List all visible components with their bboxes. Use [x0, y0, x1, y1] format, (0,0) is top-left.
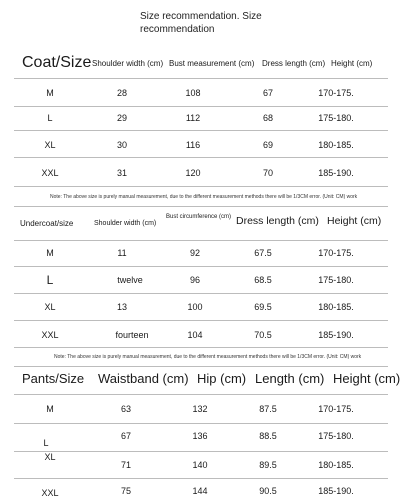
table-cell: 175-180. [318, 113, 354, 123]
undercoat-height-header: Height (cm) [327, 215, 382, 227]
table-cell: 68.5 [254, 275, 272, 285]
table-cell: 112 [185, 113, 201, 123]
measurement-note: Note: The above size is purely manual measurement, due to the different measurement methods there will be 1/3CM error. (Unit: CM) work [54, 354, 362, 360]
table-cell: 69.5 [254, 302, 272, 312]
pants-height-header: Height (cm) [333, 371, 400, 386]
table-cell: fourteen [115, 330, 149, 340]
table-cell: 29 [116, 113, 128, 123]
table-cell: 170-175. [318, 248, 354, 258]
table-cell: 185-190. [318, 330, 354, 340]
table-cell: 104 [187, 330, 203, 340]
table-cell: M [46, 404, 54, 414]
table-cell: XXL [41, 330, 59, 340]
table-cell: 180-185. [318, 140, 354, 150]
table-cell: 67 [262, 88, 274, 98]
divider [14, 320, 388, 321]
table-cell: 30 [116, 140, 128, 150]
divider [14, 206, 388, 207]
pants-hip-header: Hip (cm) [197, 371, 247, 386]
table-cell: 175-180. [318, 431, 354, 441]
table-cell: XL [44, 140, 56, 150]
table-cell: 140 [192, 460, 208, 470]
measurement-note: Note: The above size is purely manual measurement, due to the different measurement methods there will be 1/3CM error. (Unit: CM) work [50, 194, 358, 200]
table-cell: 96 [189, 275, 201, 285]
table-cell: 116 [185, 140, 201, 150]
pants-size-header: Pants/Size [22, 371, 85, 386]
table-cell: 132 [192, 404, 208, 414]
coat-size-header: Coat/Size [22, 54, 92, 71]
divider [14, 347, 388, 348]
table-cell: 108 [185, 88, 201, 98]
table-cell: 70.5 [254, 330, 272, 340]
divider [14, 293, 388, 294]
page-title: Size recommendation. Size recommendation [140, 11, 262, 35]
pants-length-header: Length (cm) [255, 371, 325, 386]
table-cell: 31 [116, 168, 128, 178]
table-cell: 180-185. [318, 460, 354, 470]
divider [14, 451, 388, 452]
pants-waist-header: Waistband (cm) [98, 371, 189, 386]
coat-bust-header: Bust measurement (cm) [169, 59, 255, 68]
table-cell: 67 [120, 431, 132, 441]
table-cell: 90.5 [259, 486, 277, 496]
table-cell: L [43, 438, 49, 448]
divider [14, 266, 388, 267]
table-cell: 87.5 [259, 404, 277, 414]
table-cell: M [46, 248, 54, 258]
table-cell: 185-190. [318, 168, 354, 178]
table-cell: 175-180. [318, 275, 354, 285]
table-cell: twelve [117, 275, 143, 285]
table-cell: L [46, 273, 54, 287]
undercoat-length-header: Dress length (cm) [236, 215, 319, 227]
divider [14, 157, 388, 158]
divider [14, 106, 388, 107]
table-cell: 69 [262, 140, 274, 150]
table-cell: 144 [192, 486, 208, 496]
coat-length-header: Dress length (cm) [262, 59, 326, 68]
undercoat-shoulder-header: Shoulder width (cm) [94, 220, 157, 227]
table-cell: 75 [120, 486, 132, 496]
table-cell: 92 [189, 248, 201, 258]
table-cell: XXL [41, 168, 59, 178]
divider [14, 478, 388, 479]
table-cell: 67.5 [254, 248, 272, 258]
table-cell: 68 [262, 113, 274, 123]
table-cell: 70 [262, 168, 274, 178]
table-cell: L [47, 113, 53, 123]
table-cell: 89.5 [259, 460, 277, 470]
table-cell: 13 [116, 302, 128, 312]
table-cell: XL [44, 302, 56, 312]
table-cell: 170-175. [318, 404, 354, 414]
table-cell: 28 [116, 88, 128, 98]
table-cell: 11 [117, 248, 127, 258]
divider [14, 240, 388, 241]
table-cell: 71 [120, 460, 132, 470]
table-cell: XL [44, 452, 56, 462]
undercoat-bust-header: Bust circumference (cm) [166, 214, 232, 220]
divider [14, 366, 388, 367]
coat-height-header: Height (cm) [331, 59, 373, 68]
table-cell: XXL [41, 488, 59, 498]
divider [14, 78, 388, 79]
table-cell: 63 [120, 404, 132, 414]
table-cell: 100 [187, 302, 203, 312]
table-cell: 185-190. [318, 486, 354, 496]
table-cell: M [46, 88, 54, 98]
table-cell: 120 [185, 168, 201, 178]
divider [14, 394, 388, 395]
divider [14, 130, 388, 131]
table-cell: 170-175. [318, 88, 354, 98]
table-cell: 88.5 [259, 431, 277, 441]
undercoat-size-header: Undercoat/size [20, 219, 74, 228]
divider [14, 423, 388, 424]
table-cell: 136 [192, 431, 208, 441]
table-cell: 180-185. [318, 302, 354, 312]
divider [14, 186, 388, 187]
coat-shoulder-header: Shoulder width (cm) [92, 59, 164, 68]
